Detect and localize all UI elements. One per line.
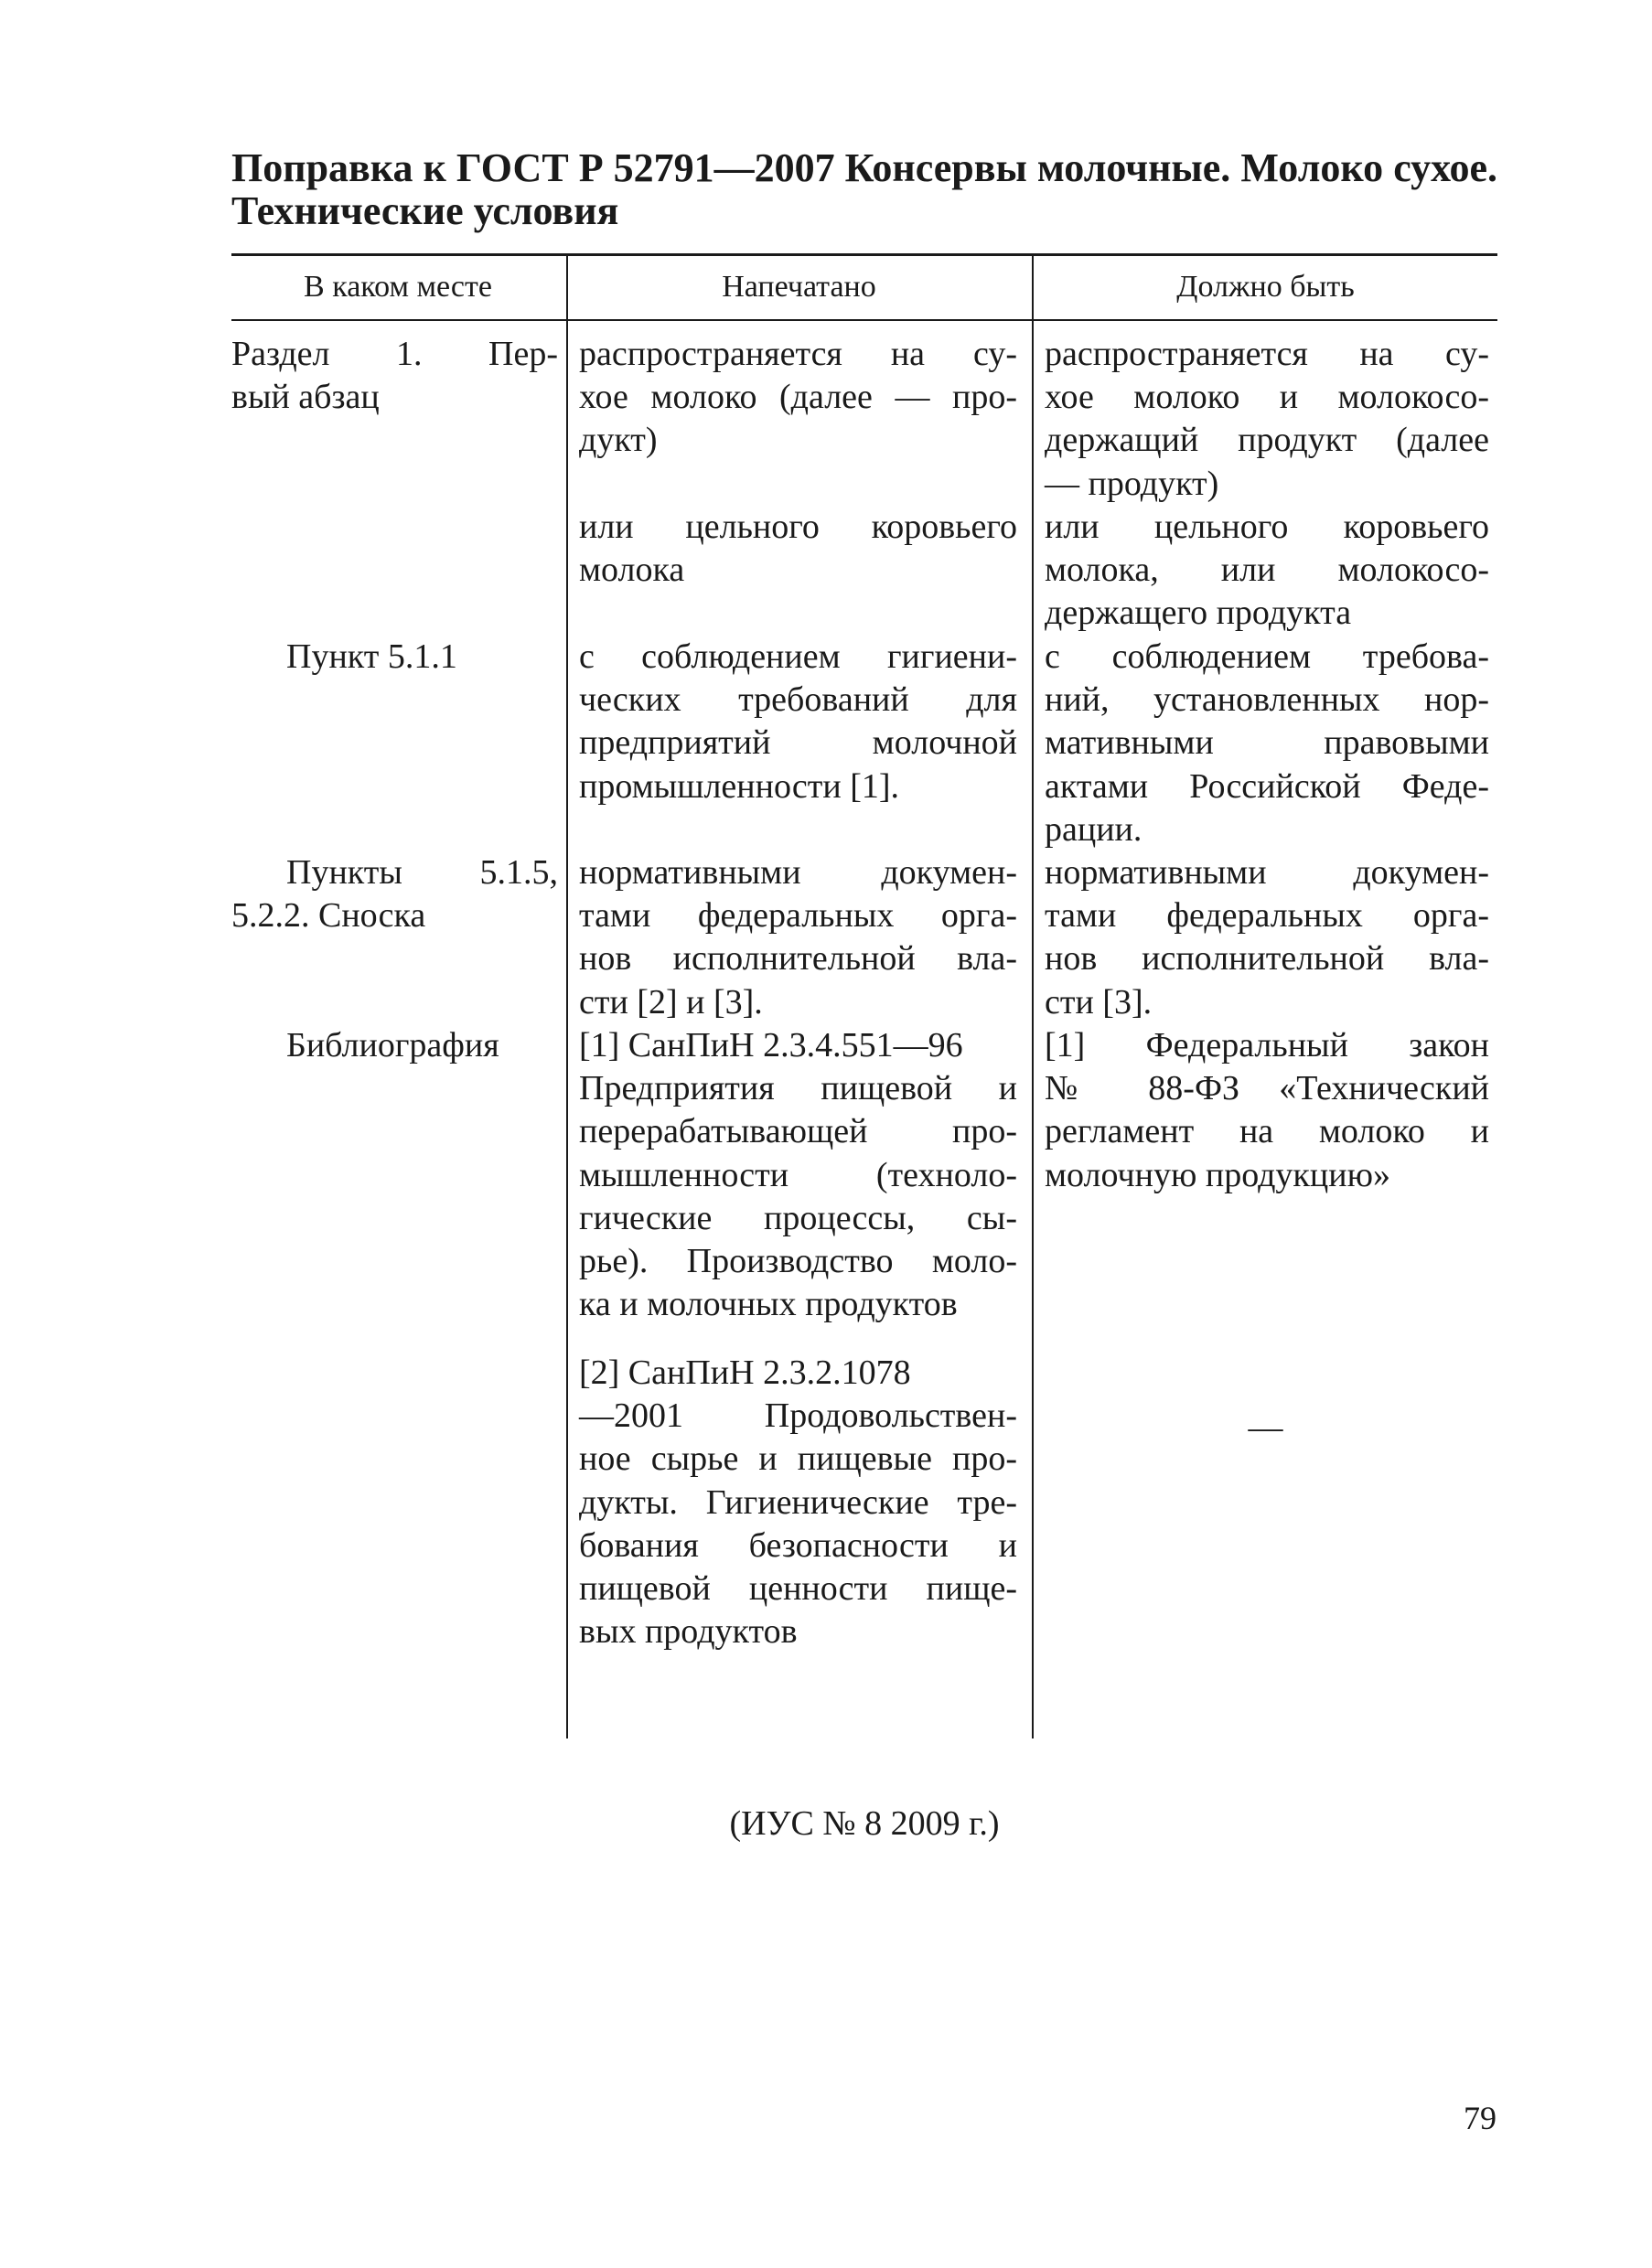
row-1-printed	[579, 333, 1017, 463]
line: тами федеральных орга-	[579, 896, 1017, 936]
row-4-correct	[1045, 851, 1489, 1024]
line: предприятий молочной	[579, 723, 1017, 763]
table-top-rule	[231, 253, 1497, 256]
row-1-correct	[1045, 333, 1489, 506]
line: ка и молочных продуктов	[579, 1285, 958, 1324]
row-3-place	[231, 636, 558, 679]
column-divider-1	[566, 253, 568, 1738]
line: нормативными докумен-	[579, 853, 1017, 892]
line: вый абзац	[231, 378, 380, 417]
line: нов исполнительной вла-	[579, 939, 1017, 979]
line: держащий продукт (далее	[1045, 421, 1489, 460]
line: мышленности (техноло-	[579, 1155, 1017, 1194]
line: пищевой ценности пище-	[579, 1569, 1017, 1609]
line: [1] Федеральный закон	[1045, 1026, 1489, 1064]
header-place: В каком месте	[304, 270, 492, 304]
row-5-printed	[579, 1024, 1017, 1326]
row-5-place	[231, 1024, 558, 1067]
line: — продукт)	[1045, 464, 1219, 503]
line: ческих требований для	[579, 680, 1017, 720]
line: Пункт 5.1.1	[286, 637, 457, 676]
line: молока, или молокосо-	[1045, 551, 1489, 590]
table-header-rule	[231, 319, 1497, 321]
line: Предприятия пищевой и	[579, 1069, 1017, 1108]
row-1-place	[231, 333, 558, 419]
line: бования безопасности и	[579, 1525, 1017, 1565]
row-2-printed	[579, 506, 1017, 592]
title-line-2: Технические условия	[231, 188, 619, 233]
line: хое молоко и молокосо-	[1045, 378, 1489, 417]
line: [2] СанПиН 2.3.2.1078	[579, 1353, 911, 1392]
line: хое молоко (далее — про-	[579, 378, 1017, 417]
row-3-printed	[579, 636, 1017, 808]
line: рации.	[1045, 809, 1142, 849]
row-6-correct-dash: —	[1248, 1408, 1283, 1447]
line: нормативными докумен-	[1045, 853, 1489, 892]
line: дукты. Гигиенические тре-	[579, 1482, 1017, 1522]
line: —2001 Продовольствен-	[579, 1396, 1017, 1436]
line: с соблюдением гигиени-	[579, 637, 1017, 676]
header-correct: Должно быть	[1176, 270, 1355, 304]
line: молочную продукцию»	[1045, 1155, 1390, 1194]
line: молока	[579, 551, 685, 590]
page-number: 79	[1464, 2100, 1496, 2136]
line: вых продуктов	[579, 1612, 798, 1652]
line: Раздел 1. Пер-	[231, 335, 558, 373]
row-2-correct	[1045, 506, 1489, 636]
document-title	[231, 146, 1497, 232]
row-4-place	[231, 851, 558, 937]
line: Пункты 5.1.5,	[286, 853, 558, 892]
footer-reference: (ИУС № 8 2009 г.)	[729, 1804, 1000, 1843]
line: дукт)	[579, 421, 658, 460]
line: распространяется на су-	[579, 335, 1017, 373]
line: мативными правовыми	[1045, 723, 1489, 763]
line: гические процессы, сы-	[579, 1198, 1017, 1237]
row-4-printed	[579, 851, 1017, 1024]
header-printed: Напечатано	[722, 270, 876, 304]
line: актами Российской Феде-	[1045, 766, 1489, 806]
line: тами федеральных орга-	[1045, 896, 1489, 936]
line: нов исполнительной вла-	[1045, 939, 1489, 979]
line: ний, установленных нор-	[1045, 680, 1489, 720]
line: регламент на молоко и	[1045, 1112, 1489, 1151]
line: или цельного коровьего	[1045, 508, 1489, 546]
row-5-correct	[1045, 1024, 1489, 1197]
line: № 88-ФЗ «Технический	[1045, 1069, 1489, 1108]
line: 5.2.2. Сноска	[231, 896, 426, 936]
line: распространяется на су-	[1045, 335, 1489, 373]
line: промышленности [1].	[579, 766, 900, 806]
column-divider-2	[1032, 253, 1034, 1738]
line: рье). Производство моло-	[579, 1242, 1017, 1281]
line: сти [2] и [3].	[579, 982, 763, 1022]
row-6-printed	[579, 1352, 1017, 1653]
line: [1] СанПиН 2.3.4.551—96	[579, 1026, 963, 1064]
line: ное сырье и пищевые про-	[579, 1439, 1017, 1479]
line: или цельного коровьего	[579, 508, 1017, 546]
line: Библиография	[286, 1026, 499, 1064]
row-3-correct	[1045, 636, 1489, 851]
line: с соблюдением требова-	[1045, 637, 1489, 676]
title-line-1: Поправка к ГОСТ Р 52791—2007 Консервы молочные. Молоко сухое.	[231, 145, 1497, 190]
line: перерабатывающей про-	[579, 1112, 1017, 1151]
line: держащего продукта	[1045, 594, 1352, 633]
line: сти [3].	[1045, 982, 1153, 1022]
